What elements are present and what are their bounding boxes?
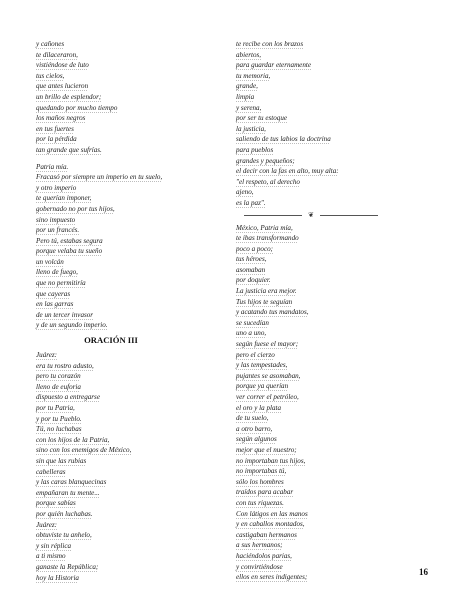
verse-line: grande, <box>236 82 258 91</box>
verse-line: Pero tú, estabas segura <box>36 236 103 245</box>
verse-line: que cayeras <box>36 289 71 298</box>
verse-line: haciéndolos parias, <box>236 551 292 560</box>
verse-line: y sin réplica <box>36 541 72 550</box>
verse-line: sólo los hombres <box>236 477 284 486</box>
verse-line: tan grande que sufrías. <box>36 145 102 154</box>
verse-line: por ser tu estoque <box>236 114 288 123</box>
verse-line: "el respeto, al derecho <box>236 177 300 186</box>
verse-line: por un francés. <box>36 226 80 235</box>
verse-line: ellos en seres indigentes; <box>236 573 308 582</box>
verse-line: vistiéndose de luto <box>36 61 89 70</box>
verse-line: poco a poco; <box>236 244 274 253</box>
verse-line: pujantes se asomaban, <box>236 371 301 380</box>
verse-line: por la pérdida <box>36 135 77 144</box>
verse-line: y las tempestades, <box>236 361 288 370</box>
verse-line: lleno de fuego, <box>36 268 78 277</box>
verse-line: te recibe con los brazos <box>236 40 304 48</box>
verse-line: grandes y pequeños; <box>236 156 295 165</box>
verse-line: sino con los enemigos de México, <box>36 446 132 455</box>
section-heading: ORACIÓN III <box>84 335 138 346</box>
page-number: 16 <box>419 567 428 577</box>
verse-line: tus cielos, <box>36 71 65 80</box>
verse-line: uno a uno, <box>236 329 267 338</box>
verse-line: Juárez: <box>36 351 58 360</box>
verse-line: ajeno, <box>236 188 254 197</box>
verse-line: castigaban hermanos <box>236 530 297 539</box>
verse-line: es la paz". <box>236 198 266 207</box>
verse-line: y serena, <box>236 103 262 112</box>
verse-line: gobernado no por tus hijos, <box>36 204 115 213</box>
verse-line: y otro imperio <box>36 183 77 192</box>
verse-line: con los hijos de la Patria, <box>36 435 110 444</box>
verse-line: que no permitiría <box>36 279 86 288</box>
verse-line: para guardar eternamente <box>236 61 312 70</box>
verse-line: para pueblos <box>236 145 274 154</box>
verse-line: de tu suelo, <box>236 414 269 423</box>
verse-line: ver correr el petróleo, <box>236 393 299 401</box>
verse-line: traídos para acabar <box>236 488 294 497</box>
verse-line: asomaban <box>236 265 266 274</box>
verse-line: México, Patria mía, <box>236 223 293 232</box>
verse-line: porque ya querían <box>236 382 289 391</box>
verse-line: que antes lucieron <box>36 82 89 91</box>
verse-line: el decir con la fas en alto, muy alta: <box>236 167 339 176</box>
verse-line: un brillo de esplendor; <box>36 92 102 101</box>
verse-line: te ibas transformando <box>236 234 299 243</box>
verse-line: por quién luchabas. <box>36 509 93 518</box>
verse-line: cabelleras <box>36 467 66 476</box>
verse-line: pero el cierzo <box>236 350 275 359</box>
verse-line: Juárez: <box>36 520 58 529</box>
verse-line: mejor que el nuestro; <box>236 445 297 454</box>
stanza <box>236 223 436 583</box>
verse-line: según fuese el mayor; <box>236 340 299 349</box>
verse-line: sin que las rubias <box>36 456 87 465</box>
verse-line: y de un segundo imperio. <box>36 321 108 330</box>
verse-line: abiertos, <box>236 50 262 59</box>
verse-line: a sus hermanos; <box>236 541 283 550</box>
verse-line: porque sabías <box>36 499 76 508</box>
verse-line: La justicia era mejor. <box>236 287 297 296</box>
verse-line: en tus fuertes <box>36 124 74 133</box>
verse-line: y por tu Pueblo. <box>36 414 82 423</box>
verse-line: y convirtiéndose <box>236 562 283 571</box>
verse-line: por tu Patria, <box>36 404 75 412</box>
verse-line: no importaban tus hijos, <box>236 456 306 465</box>
stanza <box>36 350 236 583</box>
verse-line: empañaran tu mente... <box>36 488 100 497</box>
verse-line: era tu rostro adusto, <box>36 361 94 370</box>
verse-line: y las caras blanquecinas <box>36 478 107 487</box>
verse-line: ganaste la República; <box>36 562 99 571</box>
stanza <box>236 39 436 209</box>
divider-rule <box>244 215 302 216</box>
verse-line: saliendo de tus labios la doctrina <box>236 135 331 144</box>
stanza <box>36 162 236 332</box>
verse-line: obtuviste tu anhelo, <box>36 531 92 540</box>
verse-line: la justicia, <box>236 124 266 133</box>
verse-line: no importabas tú, <box>236 467 287 476</box>
verse-line: Patria mía. <box>36 162 69 171</box>
verse-line: dispuesto a entregarse <box>36 393 100 402</box>
verse-line: tu memoria, <box>236 71 271 80</box>
verse-line: porque velaba tu sueño <box>36 247 103 256</box>
verse-line: hoy la Historia <box>36 573 79 582</box>
left-column <box>36 39 236 583</box>
verse-line: según algunos <box>236 435 277 444</box>
verse-line: el oro y la plata <box>236 403 282 412</box>
verse-line: a otro barro, <box>236 424 273 433</box>
divider-rule <box>320 215 378 216</box>
verse-line: a ti mismo <box>36 552 66 561</box>
verse-line: quedando por mucho tiempo <box>36 103 118 112</box>
right-column <box>236 39 436 583</box>
verse-line: un volcán <box>36 257 64 266</box>
section-divider <box>236 211 386 219</box>
verse-line: Tú, no luchabas <box>36 425 82 434</box>
verse-line: te querían imponer, <box>36 194 92 203</box>
stanza <box>36 39 236 156</box>
verse-line: de un tercer invasor <box>36 310 94 319</box>
verse-line: te dilaceraron, <box>36 50 78 59</box>
verse-line: y cañones <box>36 40 65 48</box>
verse-line: tus héroes, <box>236 255 267 264</box>
verse-line: en las garras <box>36 300 74 309</box>
verse-line: sino impuesto <box>36 215 76 224</box>
verse-line: Tus hijos te seguían <box>236 297 293 306</box>
verse-line: y acatando tus mandatos, <box>236 308 309 317</box>
fleuron-icon: ❦ <box>308 210 314 219</box>
verse-line: y en caballos montados, <box>236 520 305 529</box>
verse-line: limpia <box>236 92 255 101</box>
verse-line: por doquier. <box>236 276 271 285</box>
verse-line: Fracasó por siempre un imperio en tu suelo, <box>36 173 163 182</box>
verse-line: con tus riquezas. <box>236 498 284 507</box>
verse-line: Con látigos en las manos <box>236 509 308 518</box>
verse-line: pero tu corazón <box>36 372 81 381</box>
verse-line: se sucedían <box>236 318 269 327</box>
verse-line: los maños negros <box>36 114 86 123</box>
verse-line: lleno de euforia <box>36 382 81 391</box>
